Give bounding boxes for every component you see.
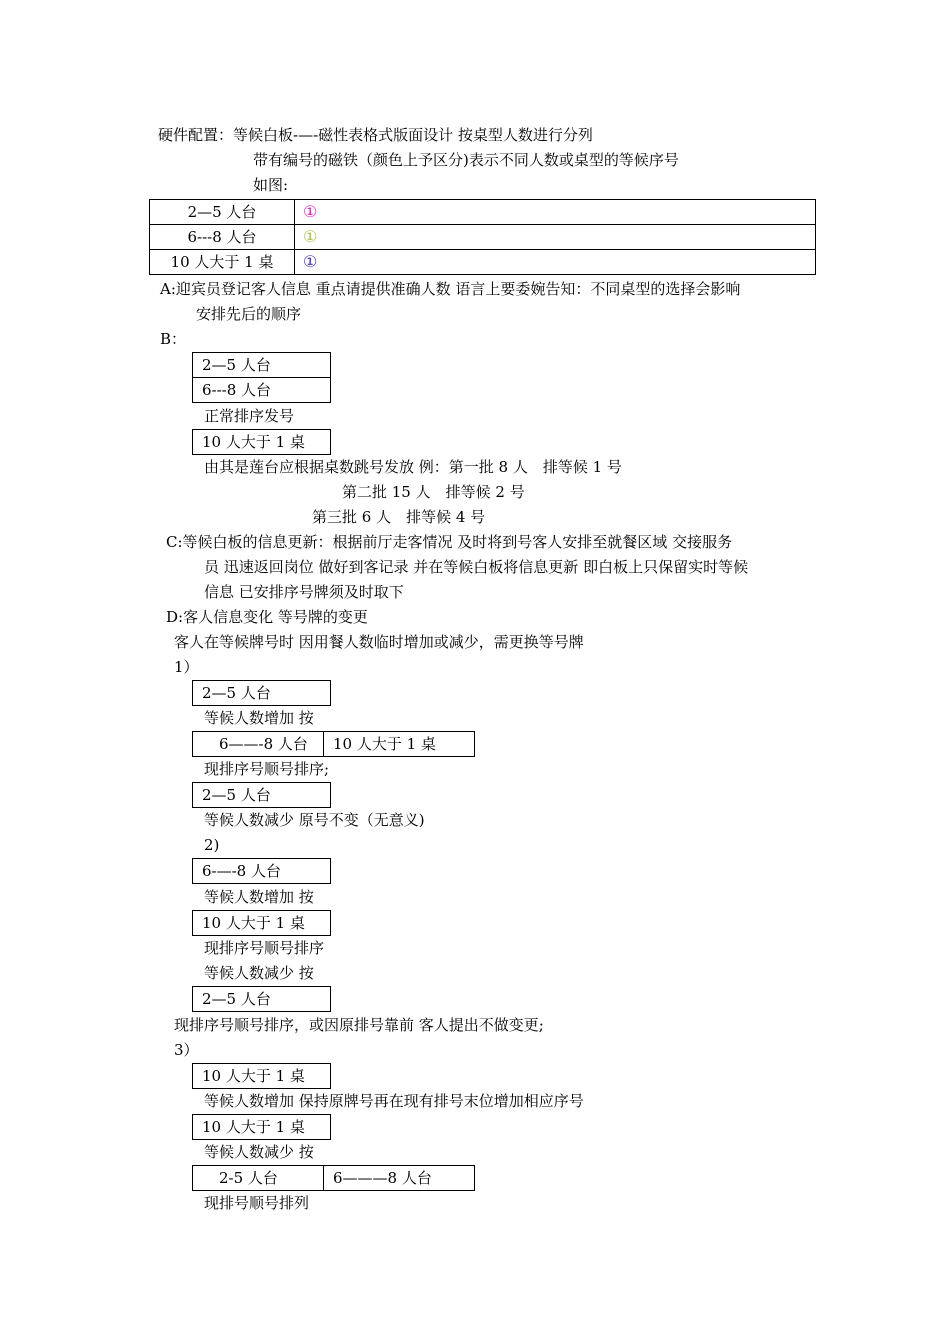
box-label: 2—5 人台	[202, 989, 271, 1008]
case-2-decrease: 等候人数减少 按	[204, 964, 314, 982]
case-1-order: 现排序号顺号排序;	[204, 760, 330, 778]
box-label: 6---8 人台	[202, 380, 272, 399]
case-2-label: 2)	[204, 836, 220, 854]
table-cell-label: 6---8 人台	[150, 225, 295, 250]
box-label: 6-—-8 人台	[202, 861, 281, 880]
box-label: 2—5 人台	[202, 355, 271, 374]
box-label: 2-5 人台	[219, 1168, 278, 1187]
case-1-decrease: 等候人数减少 原号不变（无意义)	[204, 811, 425, 829]
table-cell-number	[295, 250, 816, 275]
box-label: 10 人大于 1 桌	[202, 913, 305, 932]
label-box	[192, 1114, 331, 1140]
magnet-number: ①	[303, 202, 318, 221]
case-2-note: 现排序号顺号排序，或因原排号靠前 客人提出不做变更;	[174, 1016, 544, 1034]
case-3-order: 现排号顺号排列	[204, 1194, 310, 1212]
hardware-line-1: 硬件配置：等候白板-—-磁性表格式版面设计 按桌型人数进行分列	[158, 126, 593, 144]
section-d-intro: 客人在等候牌号时 因用餐人数临时增加或减少，需更换等号牌	[174, 633, 584, 651]
table-cell-number	[295, 225, 816, 250]
box-label: 6———8 人台	[323, 1166, 432, 1190]
table-cell-number	[295, 200, 816, 225]
table-row	[150, 250, 816, 275]
case-2-order: 现排序号顺号排序	[204, 939, 325, 957]
label-box-pair	[192, 1165, 475, 1191]
box-label: 6——-8 人台	[219, 734, 308, 753]
box-label: 2—5 人台	[202, 683, 271, 702]
label-box	[192, 680, 331, 706]
box-label: 2—5 人台	[202, 785, 271, 804]
case-2-increase: 等候人数增加 按	[204, 888, 314, 906]
case-3-decrease: 等候人数减少 按	[204, 1143, 314, 1161]
section-b-label: B：	[160, 330, 187, 348]
label-box	[192, 1063, 331, 1089]
section-b-example-2: 第二批 15 人 排等候 2 号	[342, 483, 525, 501]
section-c-line-1: C:等候白板的信息更新：根据前厅走客情况 及时将到号客人安排至就餐区域 交接服务	[166, 533, 733, 551]
magnet-table	[149, 199, 816, 275]
table-cell-label: 10 人大于 1 桌	[150, 250, 295, 275]
label-box	[192, 429, 331, 455]
label-box-pair	[192, 731, 475, 757]
case-1-label: 1）	[174, 658, 199, 676]
magnet-number: ①	[303, 252, 318, 271]
section-b-example-1: 由其是莲台应根据桌数跳号发放 例：第一批 8 人 排等候 1 号	[204, 458, 622, 476]
section-b-normal: 正常排序发号	[204, 407, 295, 425]
label-box	[192, 910, 331, 936]
box-label: 10 人大于 1 桌	[202, 1066, 305, 1085]
section-a-line-2: 安排先后的顺序	[196, 305, 302, 323]
section-c-line-2: 员 迅速返回岗位 做好到客记录 并在等候白板将信息更新 即白板上只保留实时等候	[204, 558, 749, 576]
box-label: 10 人大于 1 桌	[202, 432, 305, 451]
label-box	[192, 352, 331, 378]
label-box	[192, 377, 331, 403]
box-label: 10 人大于 1 桌	[202, 1117, 305, 1136]
box-label: 10 人大于 1 桌	[323, 732, 436, 756]
section-c-line-3: 信息 已安排序号牌须及时取下	[204, 583, 404, 601]
hardware-line-3: 如图:	[253, 176, 289, 194]
case-3-label: 3）	[174, 1041, 199, 1059]
case-3-increase: 等候人数增加 保持原牌号再在现有排号末位增加相应序号	[204, 1092, 584, 1110]
section-b-example-3: 第三批 6 人 排等候 4 号	[312, 508, 486, 526]
section-d-title: D:客人信息变化 等号牌的变更	[166, 608, 368, 626]
magnet-number: ①	[303, 227, 318, 246]
table-row	[150, 225, 816, 250]
table-cell-label: 2—5 人台	[150, 200, 295, 225]
hardware-line-2: 带有编号的磁铁（颜色上予区分)表示不同人数或桌型的等候序号	[253, 151, 679, 169]
label-box	[192, 782, 331, 808]
label-box	[192, 858, 331, 884]
case-1-increase: 等候人数增加 按	[204, 709, 314, 727]
table-row	[150, 200, 816, 225]
section-a-line-1: A:迎宾员登记客人信息 重点请提供准确人数 语言上要委婉告知：不同桌型的选择会影响	[160, 280, 741, 298]
label-box	[192, 986, 331, 1012]
